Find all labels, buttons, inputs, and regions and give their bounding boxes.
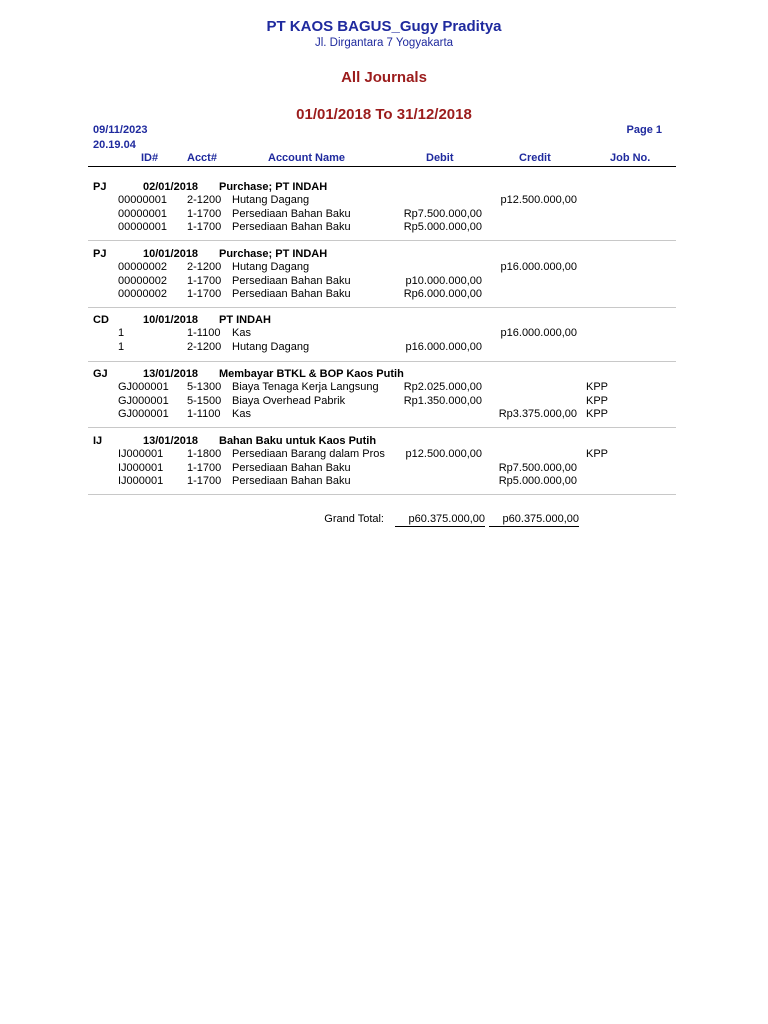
journal-line [0, 220, 768, 234]
line-acct: 1-1700 [187, 221, 222, 234]
journal-line [0, 326, 768, 340]
journal-separator [88, 361, 676, 362]
col-header-id: ID# [141, 152, 159, 164]
grand-total-debit: p60.375.000,00 [395, 513, 485, 527]
line-acct: 5-1300 [187, 381, 222, 394]
line-id: 00000001 [118, 221, 167, 234]
company-name: PT KAOS BAGUS_Gugy Praditya [266, 18, 502, 35]
report-period: 01/01/2018 To 31/12/2018 [296, 106, 472, 123]
col-header-acct: Acct# [187, 152, 217, 164]
line-acct: 2-1200 [187, 340, 222, 353]
line-acct: 2-1200 [187, 194, 222, 207]
company-address: Jl. Dirgantara 7 Yogyakarta [314, 37, 454, 49]
line-acct: 1-1700 [187, 207, 222, 220]
journal-line [0, 474, 768, 488]
journal-memo: Membayar BTKL & BOP Kaos Putih [219, 368, 404, 380]
journal-header-row [0, 367, 768, 381]
line-id: IJ000001 [118, 461, 164, 474]
line-acct: 2-1200 [187, 261, 222, 274]
journal-line [0, 274, 768, 288]
grand-total-label: Grand Total: [324, 513, 384, 525]
journal-type: CD [93, 314, 109, 326]
line-debit: p12.500.000,00 [405, 448, 482, 461]
print-date: 09/11/2023 [93, 124, 148, 136]
line-job: KPP [586, 408, 609, 421]
line-id: 1 [118, 340, 125, 353]
journal-line [0, 407, 768, 421]
col-header-debit: Debit [426, 152, 454, 164]
journal-header-row [0, 434, 768, 448]
journal-memo: Bahan Baku untuk Kaos Putih [219, 435, 377, 447]
line-id: 00000002 [118, 288, 167, 301]
line-credit: p16.000.000,00 [500, 261, 577, 274]
journal-header-row [0, 313, 768, 327]
line-id: 00000001 [118, 194, 167, 207]
line-account-name: Biaya Overhead Pabrik [232, 394, 346, 407]
line-credit: Rp7.500.000,00 [498, 461, 577, 474]
line-acct: 1-1700 [187, 274, 222, 287]
journal-type: PJ [93, 181, 107, 193]
line-job: KPP [586, 448, 609, 461]
line-account-name: Persediaan Bahan Baku [232, 475, 351, 488]
journal-line [0, 260, 768, 274]
line-id: GJ000001 [118, 394, 169, 407]
line-account-name: Hutang Dagang [232, 340, 310, 353]
line-debit: p16.000.000,00 [405, 340, 482, 353]
col-header-account-name: Account Name [268, 152, 346, 164]
line-credit: Rp5.000.000,00 [498, 475, 577, 488]
line-id: IJ000001 [118, 475, 164, 488]
line-id: 00000001 [118, 207, 167, 220]
journal-type: PJ [93, 248, 107, 260]
line-debit: Rp7.500.000,00 [403, 207, 482, 220]
journal-line [0, 340, 768, 354]
journal-line [0, 394, 768, 408]
journal-separator [88, 494, 676, 495]
line-acct: 5-1500 [187, 394, 222, 407]
line-credit: Rp3.375.000,00 [498, 408, 577, 421]
journal-line [0, 287, 768, 301]
line-account-name: Persediaan Barang dalam Pros [232, 448, 385, 461]
grand-total-credit: p60.375.000,00 [489, 513, 579, 527]
line-id: 1 [118, 327, 125, 340]
line-id: IJ000001 [118, 448, 164, 461]
journal-line [0, 207, 768, 221]
line-id: 00000002 [118, 274, 167, 287]
line-acct: 1-1800 [187, 448, 222, 461]
line-credit: p12.500.000,00 [500, 194, 577, 207]
line-account-name: Hutang Dagang [232, 261, 310, 274]
line-account-name: Persediaan Bahan Baku [232, 221, 351, 234]
line-account-name: Persediaan Bahan Baku [232, 461, 351, 474]
report-title: All Journals [341, 69, 427, 86]
page-number: Page 1 [626, 124, 662, 136]
journal-separator [88, 307, 676, 308]
journal-line [0, 380, 768, 394]
col-header-credit: Credit [519, 152, 551, 164]
print-time: 20.19.04 [93, 139, 136, 151]
line-debit: Rp5.000.000,00 [403, 221, 482, 234]
line-job: KPP [586, 381, 609, 394]
journal-memo: Purchase; PT INDAH [219, 181, 328, 193]
journal-header-row [0, 180, 768, 194]
line-acct: 1-1100 [187, 408, 221, 421]
journal-line [0, 447, 768, 461]
line-job: KPP [586, 394, 609, 407]
journal-date: 13/01/2018 [143, 368, 199, 380]
line-debit: Rp1.350.000,00 [403, 394, 482, 407]
line-account-name: Persediaan Bahan Baku [232, 274, 351, 287]
line-credit: p16.000.000,00 [500, 327, 577, 340]
journal-memo: Purchase; PT INDAH [219, 248, 328, 260]
journal-separator [88, 427, 676, 428]
line-account-name: Persediaan Bahan Baku [232, 288, 351, 301]
line-acct: 1-1100 [187, 327, 221, 340]
line-debit: Rp6.000.000,00 [403, 288, 482, 301]
journal-line [0, 461, 768, 475]
line-debit: Rp2.025.000,00 [403, 381, 482, 394]
journal-date: 10/01/2018 [143, 314, 199, 326]
line-account-name: Kas [232, 408, 251, 421]
journal-date: 13/01/2018 [143, 435, 199, 447]
journal-line [0, 193, 768, 207]
line-debit: p10.000.000,00 [405, 274, 482, 287]
journal-separator [88, 240, 676, 241]
line-account-name: Kas [232, 327, 251, 340]
line-acct: 1-1700 [187, 461, 222, 474]
journal-header-row [0, 247, 768, 261]
journal-type: GJ [93, 368, 108, 380]
journal-date: 02/01/2018 [143, 181, 199, 193]
line-id: GJ000001 [118, 408, 169, 421]
journal-type: IJ [93, 435, 103, 447]
line-id: GJ000001 [118, 381, 169, 394]
line-account-name: Persediaan Bahan Baku [232, 207, 351, 220]
line-acct: 1-1700 [187, 288, 222, 301]
line-id: 00000002 [118, 261, 167, 274]
journal-date: 10/01/2018 [143, 248, 199, 260]
line-acct: 1-1700 [187, 475, 222, 488]
line-account-name: Biaya Tenaga Kerja Langsung [232, 381, 379, 394]
line-account-name: Hutang Dagang [232, 194, 310, 207]
col-header-job: Job No. [610, 152, 651, 164]
journal-memo: PT INDAH [219, 314, 271, 326]
